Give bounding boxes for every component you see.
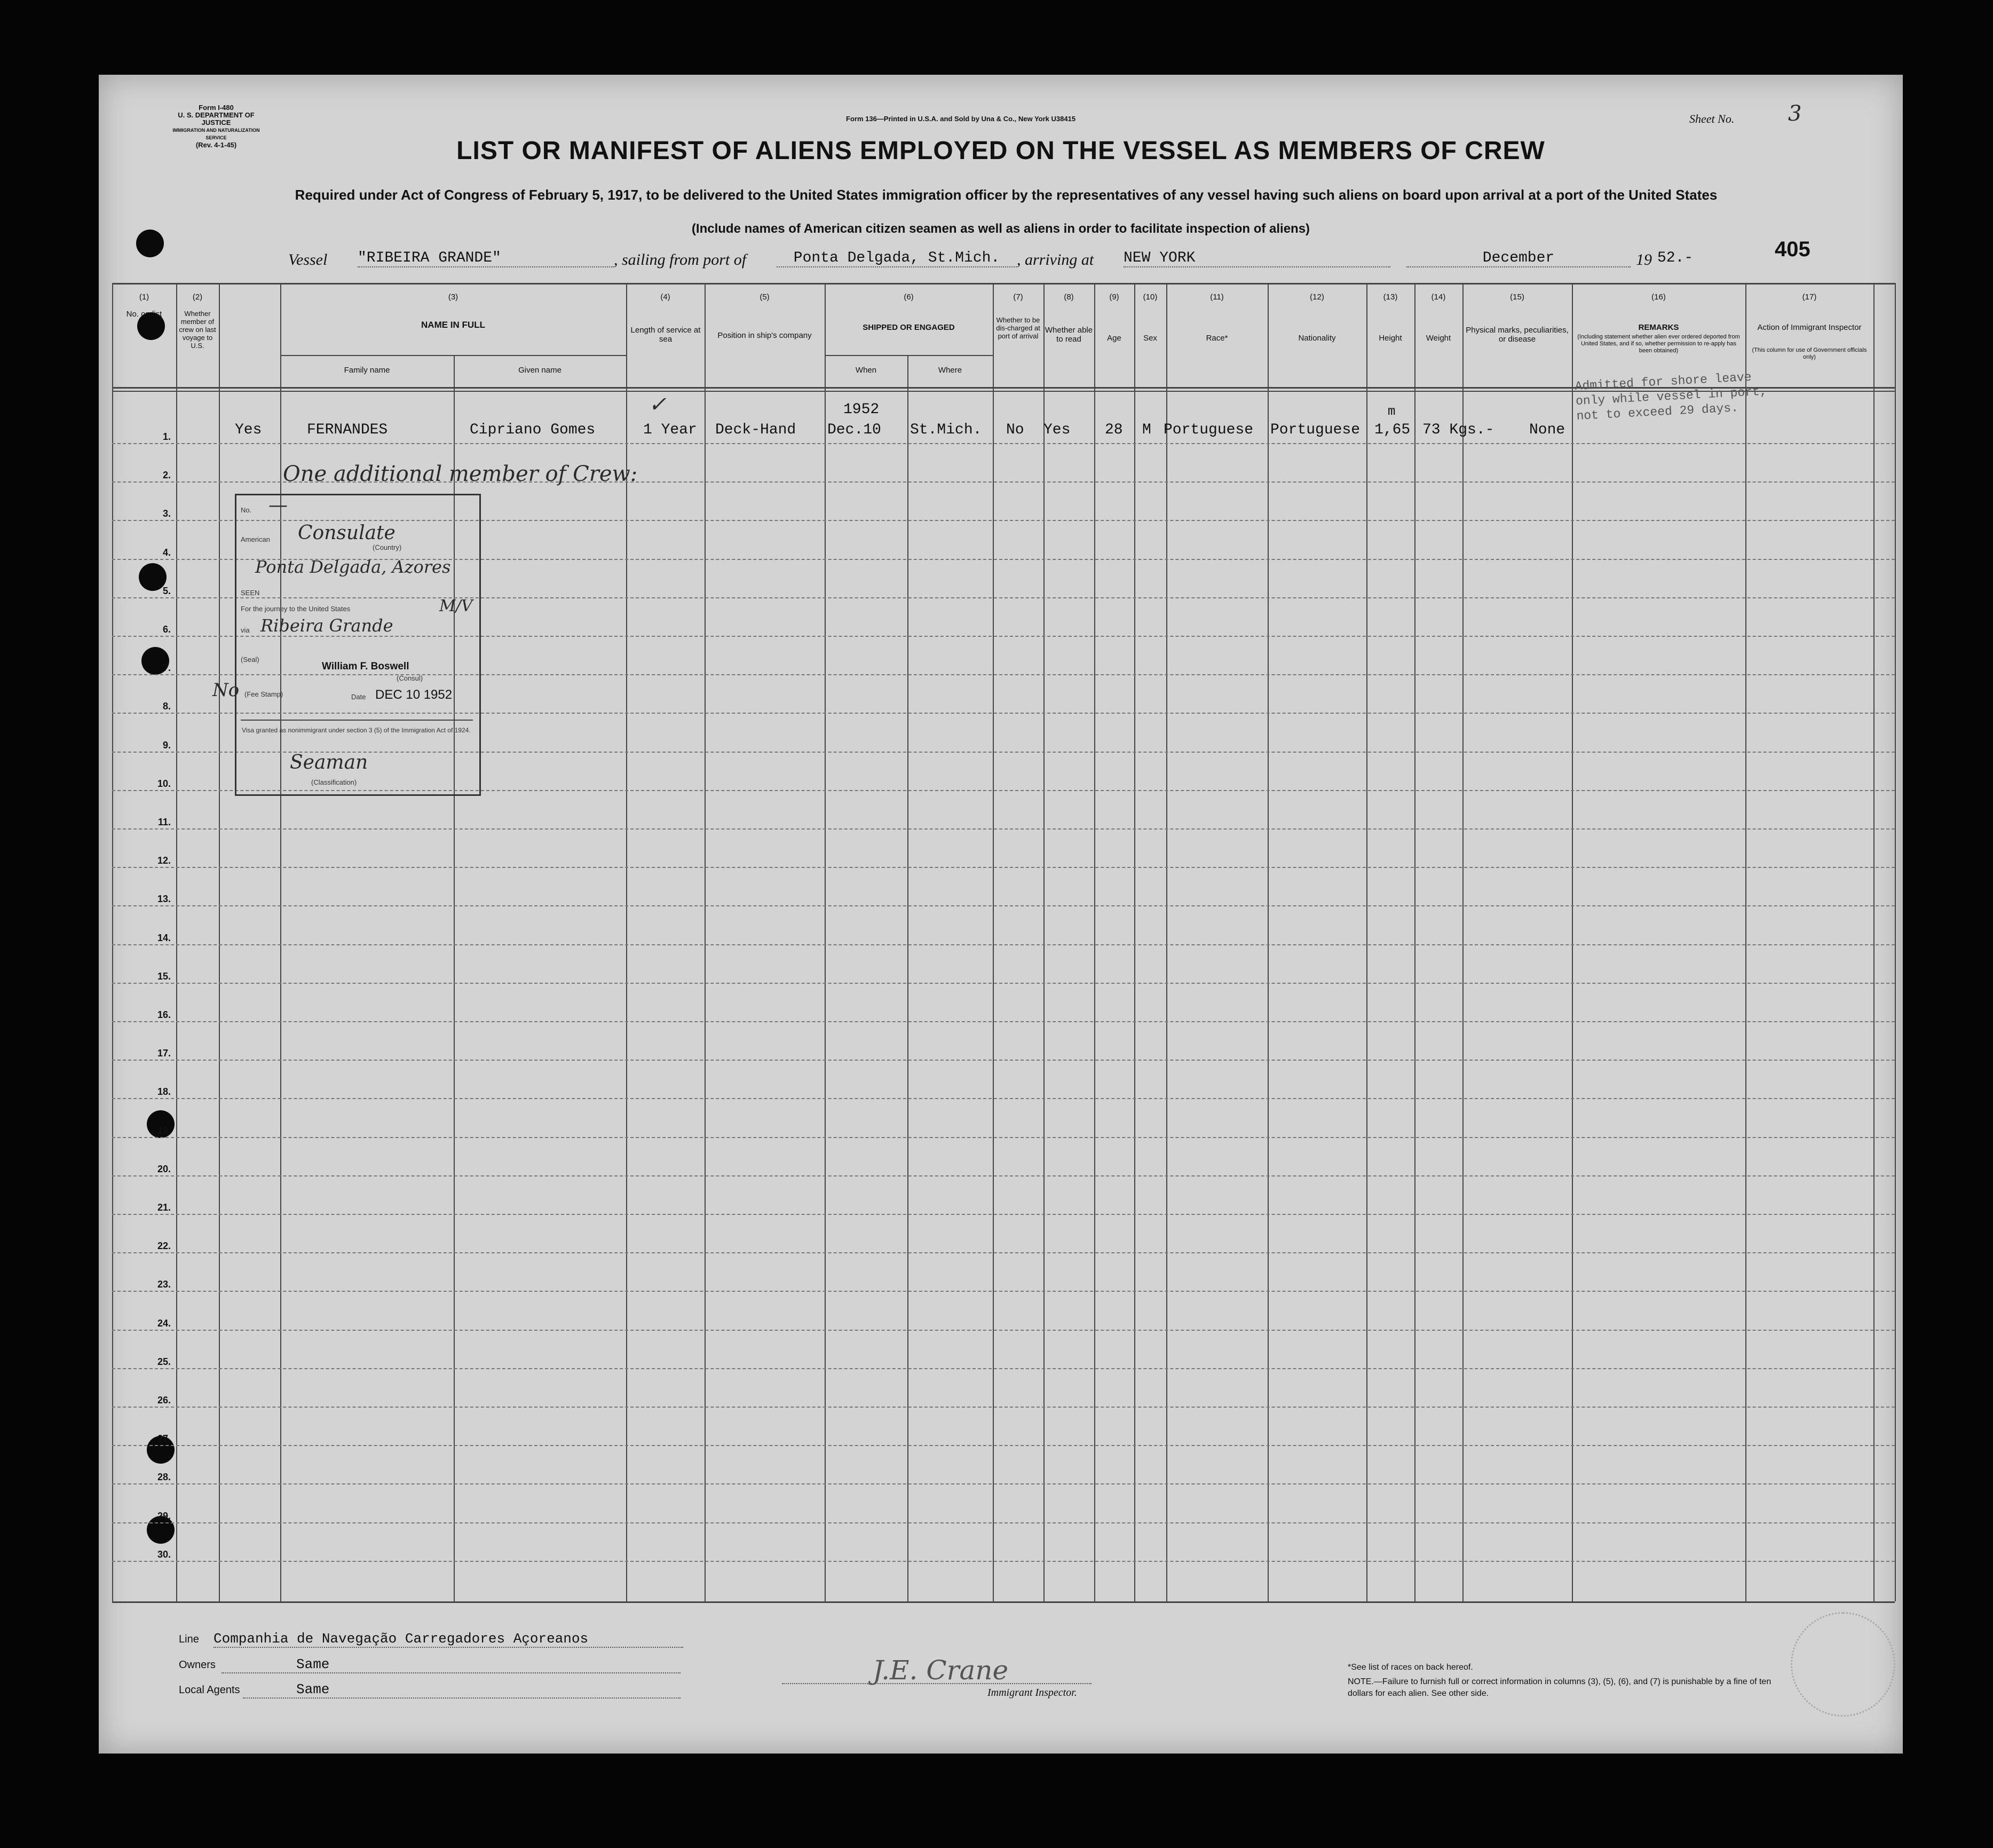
row-number: 8. — [162, 701, 171, 712]
row-number: 14. — [157, 932, 171, 943]
col-num-16: (16) — [1651, 293, 1666, 302]
col-line — [1094, 283, 1095, 1601]
visa-classification-label: (Classification) — [311, 778, 357, 786]
visa-vessel: Ribeira Grande — [260, 615, 393, 636]
col-line — [1572, 283, 1573, 1601]
inspector-signature: J.E. Crane — [873, 1655, 1009, 1686]
remarks-note: (Including statement whether alien ever ordered deported from United States, and if so, whether permission to re-apply has been obtained) — [1577, 334, 1740, 354]
visa-stamp — [212, 494, 481, 796]
entry-sex: M — [1142, 422, 1151, 438]
printer-note: Form 136—Printed in U.S.A. and Sold by Una & Co., New York U38415 — [846, 115, 1076, 123]
row-line — [112, 1330, 1895, 1331]
col-header-position: Position in ship's company — [717, 331, 812, 340]
row-number: 15. — [157, 970, 171, 982]
col-num-7: (7) — [1013, 293, 1023, 302]
manifest-sheet — [99, 75, 1903, 1754]
row-line — [112, 944, 1895, 945]
col-header-nationality: Nationality — [1298, 334, 1336, 343]
col-header-no: No. on list — [126, 310, 162, 319]
entry-given-name: Cipriano Gomes — [470, 422, 596, 438]
col-line — [705, 283, 706, 1601]
visa-fee-label: (Fee Stamp) — [244, 690, 283, 698]
row-number: 9. — [162, 739, 171, 751]
row-line — [112, 1060, 1895, 1061]
entry-last-voyage: Yes — [235, 422, 262, 438]
arrival-port: NEW YORK — [1124, 250, 1390, 267]
col-header-name: NAME IN FULL — [421, 320, 485, 330]
entry-age: 28 — [1105, 422, 1123, 438]
col-line — [993, 283, 994, 1601]
row-line — [112, 1561, 1895, 1562]
row-line — [112, 1214, 1895, 1215]
col-header-remarks: REMARKS — [1638, 323, 1679, 332]
col-header-service: Length of service at sea — [630, 326, 701, 344]
col-header-discharged: Whether to be dis-charged at port of arrival — [996, 316, 1040, 340]
arrival-month: December — [1406, 250, 1631, 267]
entry-height-unit: m — [1388, 405, 1396, 419]
arrival-year: 52.- — [1657, 250, 1694, 266]
col-num-4: (4) — [660, 293, 670, 302]
col-num-9: (9) — [1109, 293, 1119, 302]
races-note: *See list of races on back hereof. — [1348, 1663, 1473, 1672]
col-line — [176, 283, 177, 1601]
visa-date: DEC 10 1952 — [375, 688, 453, 702]
footer-owners-value: Same — [222, 1656, 681, 1673]
row-number: 10. — [157, 778, 171, 789]
col-header-race: Race* — [1206, 334, 1228, 343]
row-line — [112, 1368, 1895, 1369]
row-line — [112, 905, 1895, 906]
page-number: 405 — [1775, 238, 1810, 261]
entry-position: Deck-Hand — [715, 422, 796, 438]
subtitle: Required under Act of Congress of February 5, 1917, to be delivered to the United States immigration officer by the representatives of any vessel having such aliens on board upon arrival at a port of the United States — [295, 187, 1718, 203]
note-label: NOTE. — [1348, 1677, 1374, 1686]
row-number: 30. — [157, 1549, 171, 1560]
subheader-given-name: Given name — [518, 366, 561, 375]
row-number: 3. — [162, 508, 171, 519]
entry-where: St.Mich. — [910, 422, 982, 438]
col-line — [1043, 283, 1045, 1601]
col-line — [825, 283, 826, 1601]
visa-consulate: Consulate — [298, 522, 396, 544]
handwritten-note: One additional member of Crew: — [283, 462, 638, 486]
visa-location: Ponta Delgada, Azores — [255, 557, 451, 577]
row-number: 29. — [157, 1510, 171, 1521]
col-num-13: (13) — [1383, 293, 1398, 302]
row-line — [112, 443, 1895, 444]
row-line — [112, 1407, 1895, 1408]
footer-line-label: Line — [179, 1633, 199, 1645]
entry-discharged: No — [1006, 422, 1024, 438]
entry-nationality: Portuguese — [1270, 422, 1361, 438]
visa-country-label: (Country) — [373, 543, 402, 551]
include-note: (Include names of American citizen seamen as well as aliens in order to facilitate inspection of aliens) — [691, 222, 1310, 236]
col-header-shipped: SHIPPED OR ENGAGED — [863, 323, 955, 332]
col-line — [1166, 283, 1167, 1601]
note-text: —Failure to furnish full or correct information in columns (3), (5), (6), and (7) is punishable by a fine of ten dollars for each alien. See other side. — [1348, 1677, 1771, 1698]
row-number: 27. — [157, 1433, 171, 1444]
row-number: 25. — [157, 1356, 171, 1367]
col-line — [112, 283, 113, 1601]
col-num-10: (10) — [1143, 293, 1158, 302]
inspector-label: Immigrant Inspector. — [987, 1687, 1077, 1699]
row-number: 28. — [157, 1472, 171, 1483]
entry-when-year: 1952 — [843, 401, 880, 418]
row-number: 2. — [162, 470, 171, 481]
visa-fee-value: No — [212, 680, 240, 701]
col-header-last-voyage: Whether member of crew on last voyage to U.S. — [179, 310, 216, 350]
row-line — [112, 1175, 1895, 1176]
row-number: 6. — [162, 624, 171, 635]
vessel-name: "RIBEIRA GRANDE" — [358, 250, 614, 267]
row-line — [112, 1445, 1895, 1446]
col-header-sex: Sex — [1143, 334, 1157, 343]
subheader-family-name: Family name — [344, 366, 390, 375]
col-num-1: (1) — [139, 293, 149, 302]
visa-american-label: American — [241, 535, 270, 543]
col-num-15: (15) — [1510, 293, 1524, 302]
col-num-5: (5) — [760, 293, 770, 302]
sheet-number: 3 — [1788, 101, 1802, 126]
row-number: 24. — [157, 1317, 171, 1329]
row-number: 19. — [157, 1125, 171, 1136]
col-line — [1414, 283, 1415, 1601]
year-prefix: 19 — [1636, 251, 1652, 268]
row-line — [112, 828, 1895, 830]
footer-agents-label: Local Agents — [179, 1684, 240, 1696]
row-number: 20. — [157, 1163, 171, 1174]
visa-divider — [241, 720, 473, 721]
entry-service: 1 Year — [643, 422, 697, 438]
col-header-age: Age — [1107, 334, 1121, 343]
col-header-height: Height — [1379, 334, 1402, 343]
row-number: 1. — [162, 431, 171, 442]
col-line — [1134, 283, 1135, 1601]
service: IMMIGRATION AND NATURALIZATION SERVICE — [172, 128, 260, 140]
form-number: Form I-480 — [199, 104, 234, 112]
row-line — [112, 1483, 1895, 1484]
row-line — [112, 1522, 1895, 1523]
port-of-departure: Ponta Delgada, St.Mich. — [777, 250, 1017, 267]
row-line — [112, 1137, 1895, 1138]
table-top-border — [112, 283, 1895, 285]
visa-date-label: Date — [351, 693, 366, 701]
row-number: 5. — [162, 585, 171, 596]
entry-read: Yes — [1043, 422, 1071, 438]
vessel-label: Vessel — [288, 251, 328, 268]
sheet-label: Sheet No. — [1689, 112, 1735, 125]
col-num-17: (17) — [1802, 293, 1817, 302]
shipped-subheader-line — [825, 355, 993, 356]
row-number: 11. — [157, 817, 171, 827]
entry-remarks-stamp: Admitted for shore leave only while vessel in port, not to exceed 29 days. — [1575, 370, 1768, 423]
sailing-label: , sailing from port of — [614, 251, 747, 268]
row-number: 22. — [157, 1241, 171, 1252]
entry-weight: 73 Kgs.- — [1422, 422, 1494, 438]
row-line — [112, 983, 1895, 984]
row-number: 7. — [162, 662, 171, 674]
footer-owners-label: Owners — [179, 1659, 216, 1671]
col-num-8: (8) — [1064, 293, 1074, 302]
col-header-marks: Physical marks, peculiarities, or disease — [1466, 326, 1569, 344]
row-line — [112, 1098, 1895, 1099]
row-number: 12. — [157, 855, 171, 866]
subheader-where: Where — [938, 366, 962, 375]
col-line — [1268, 283, 1269, 1601]
col-header-read: Whether able to read — [1045, 326, 1093, 344]
entry-family-name: FERNANDES — [307, 422, 388, 438]
col-line — [1366, 283, 1367, 1601]
row-line — [112, 1021, 1895, 1022]
row-number: 21. — [157, 1202, 171, 1213]
row-number: 18. — [157, 1086, 171, 1097]
row-number: 4. — [162, 547, 171, 558]
col-line — [1462, 283, 1464, 1601]
page-title: LIST OR MANIFEST OF ALIENS EMPLOYED ON THE VESSEL AS MEMBERS OF CREW — [456, 137, 1545, 165]
row-number: 16. — [157, 1009, 171, 1020]
entry-height: 1,65 — [1374, 422, 1411, 438]
col-line — [280, 283, 281, 1601]
visa-no-label: No. — [241, 506, 252, 514]
visa-seen-label: SEEN — [241, 589, 260, 597]
table-bottom-border — [112, 1601, 1895, 1603]
entry-service-check: ✓ — [648, 392, 667, 417]
row-number: 26. — [157, 1395, 171, 1405]
revision: (Rev. 4-1-45) — [195, 141, 237, 149]
name-subheader-line — [280, 355, 626, 356]
arriving-label: , arriving at — [1017, 251, 1094, 268]
entry-marks: None — [1529, 422, 1565, 438]
row-line — [112, 1291, 1895, 1292]
row-number: 13. — [157, 894, 171, 905]
col-num-12: (12) — [1310, 293, 1324, 302]
col-num-6: (6) — [904, 293, 914, 302]
col-header-action: Action of Immigrant Inspector — [1757, 323, 1862, 332]
col-line — [1745, 283, 1746, 1601]
visa-no-value: — — [268, 494, 288, 516]
visa-seal-label: (Seal) — [241, 656, 259, 664]
col-line — [219, 283, 220, 1601]
footer-agents-value: Same — [243, 1681, 681, 1699]
subheader-when: When — [855, 366, 877, 375]
visa-consul-label: (Consul) — [397, 674, 423, 682]
visa-signer: William F. Boswell — [322, 661, 409, 672]
visa-classification: Seaman — [290, 752, 368, 773]
visa-journey-value: M/V — [439, 597, 473, 615]
col-num-2: (2) — [192, 293, 203, 302]
action-note: (This column for use of Government officials only) — [1752, 347, 1867, 360]
col-line — [1873, 283, 1875, 1601]
col-num-14: (14) — [1431, 293, 1446, 302]
embossed-seal — [1791, 1612, 1895, 1717]
row-line — [112, 867, 1895, 868]
col-line — [907, 355, 908, 1601]
visa-text: Visa granted as nonimmigrant under section 3 (5) of the Immigration Act of 1924. — [242, 726, 471, 734]
footer-note — [1348, 1676, 1791, 1700]
entry-race: Portuguese — [1164, 422, 1254, 438]
row-line — [112, 1252, 1895, 1253]
entry-when: Dec.10 — [827, 422, 881, 438]
col-line — [1895, 283, 1896, 1601]
col-num-11: (11) — [1210, 293, 1224, 302]
col-header-weight: Weight — [1426, 334, 1451, 343]
row-number: 23. — [157, 1279, 171, 1290]
visa-via-label: via — [241, 626, 250, 634]
visa-journey-label: For the journey to the United States — [241, 605, 351, 613]
col-num-3: (3) — [448, 293, 458, 302]
footer-line-value: Companhia de Navegação Carregadores Açoreanos — [213, 1631, 683, 1648]
signature-line — [782, 1683, 1092, 1684]
row-number: 17. — [157, 1048, 171, 1059]
department: U. S. DEPARTMENT OF JUSTICE — [178, 111, 255, 127]
